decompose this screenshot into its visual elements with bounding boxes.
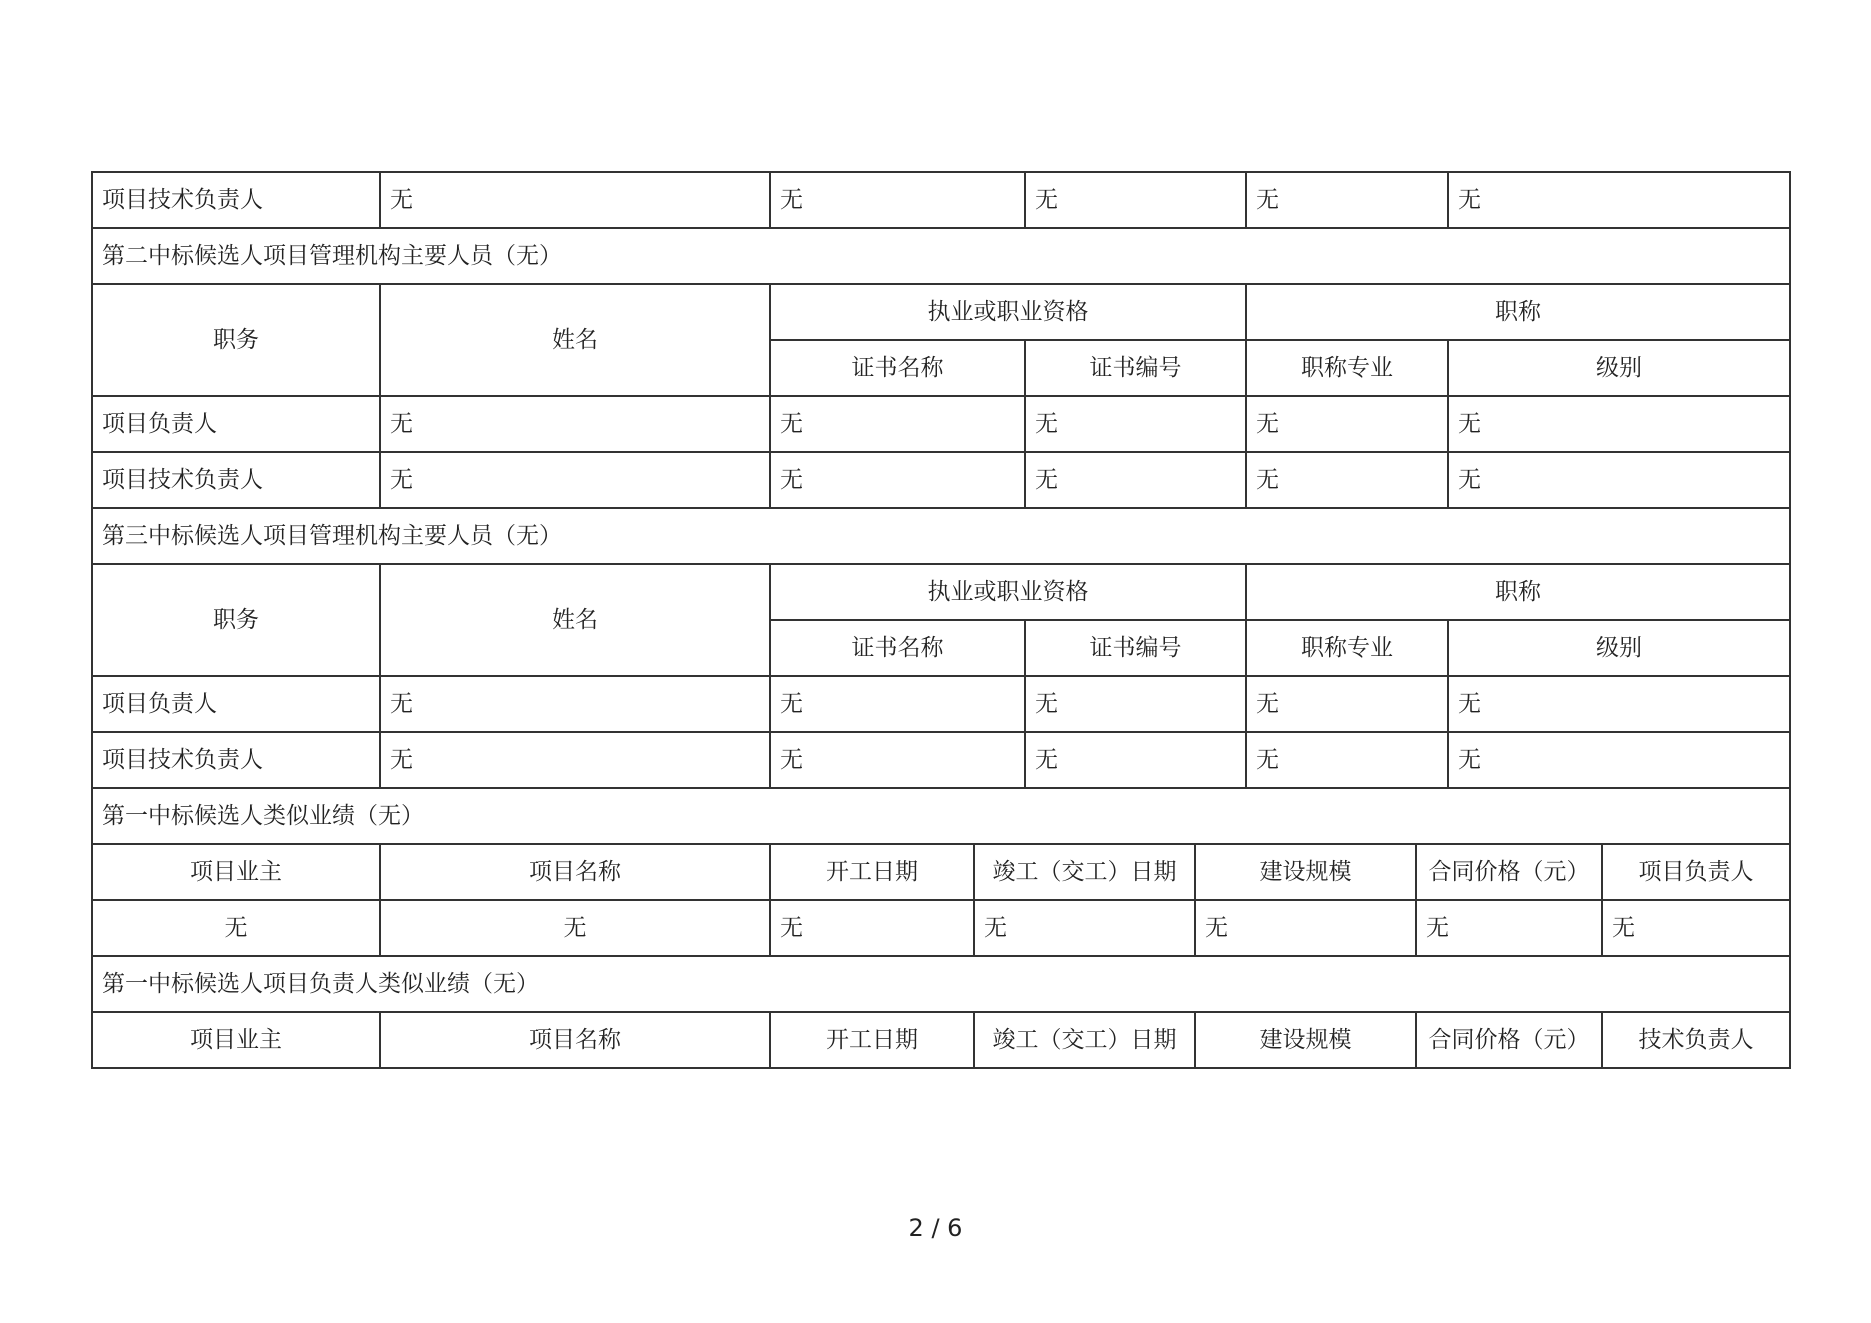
project-name-cell: 无 (380, 900, 770, 956)
level-cell: 无 (1448, 676, 1790, 732)
table-row (92, 452, 1790, 508)
owner-header: 项目业主 (92, 1012, 380, 1068)
role-cell: 项目技术负责人 (92, 452, 380, 508)
table-row (92, 732, 1790, 788)
bid-candidate-table (91, 171, 1791, 1069)
cert-no-cell: 无 (1025, 452, 1246, 508)
qualification-header: 执业或职业资格 (770, 284, 1246, 340)
specialty-cell: 无 (1246, 172, 1448, 228)
cert-name-cell: 无 (770, 676, 1025, 732)
cert-no-header: 证书编号 (1025, 340, 1246, 396)
section-title-row (92, 508, 1790, 564)
scale-cell: 无 (1195, 900, 1416, 956)
start-date-header: 开工日期 (770, 844, 974, 900)
level-cell: 无 (1448, 172, 1790, 228)
qualification-header: 执业或职业资格 (770, 564, 1246, 620)
header-row (92, 844, 1790, 900)
name-cell: 无 (380, 732, 770, 788)
title-group-header: 职称 (1246, 284, 1790, 340)
level-header: 级别 (1448, 340, 1790, 396)
project-lead-cell: 无 (1602, 900, 1790, 956)
table-row (92, 676, 1790, 732)
level-cell: 无 (1448, 732, 1790, 788)
contract-price-cell: 无 (1416, 900, 1602, 956)
header-row (92, 284, 1790, 340)
scale-header: 建设规模 (1195, 1012, 1416, 1068)
section-title-row (92, 956, 1790, 1012)
owner-cell: 无 (92, 900, 380, 956)
tech-lead-header: 技术负责人 (1602, 1012, 1790, 1068)
section-title: 第二中标候选人项目管理机构主要人员（无） (92, 228, 1790, 284)
specialty-header: 职称专业 (1246, 620, 1448, 676)
specialty-cell: 无 (1246, 452, 1448, 508)
cert-no-cell: 无 (1025, 676, 1246, 732)
header-row (92, 1012, 1790, 1068)
level-header: 级别 (1448, 620, 1790, 676)
section-title: 第三中标候选人项目管理机构主要人员（无） (92, 508, 1790, 564)
position-header: 职务 (92, 564, 380, 676)
level-cell: 无 (1448, 396, 1790, 452)
cert-name-cell: 无 (770, 452, 1025, 508)
specialty-cell: 无 (1246, 676, 1448, 732)
role-cell: 项目负责人 (92, 676, 380, 732)
cert-no-header: 证书编号 (1025, 620, 1246, 676)
owner-header: 项目业主 (92, 844, 380, 900)
completion-date-header: 竣工（交工）日期 (974, 844, 1195, 900)
position-header: 职务 (92, 284, 380, 396)
completion-date-header: 竣工（交工）日期 (974, 1012, 1195, 1068)
name-header: 姓名 (380, 564, 770, 676)
table-row (92, 900, 1790, 956)
completion-date-cell: 无 (974, 900, 1195, 956)
name-header: 姓名 (380, 284, 770, 396)
cert-name-header: 证书名称 (770, 340, 1025, 396)
start-date-cell: 无 (770, 900, 974, 956)
contract-price-header: 合同价格（元） (1416, 1012, 1602, 1068)
contract-price-header: 合同价格（元） (1416, 844, 1602, 900)
cert-no-cell: 无 (1025, 396, 1246, 452)
role-cell: 项目技术负责人 (92, 732, 380, 788)
scale-header: 建设规模 (1195, 844, 1416, 900)
section-title: 第一中标候选人类似业绩（无） (92, 788, 1790, 844)
title-group-header: 职称 (1246, 564, 1790, 620)
cert-no-cell: 无 (1025, 732, 1246, 788)
project-lead-header: 项目负责人 (1602, 844, 1790, 900)
cert-name-cell: 无 (770, 396, 1025, 452)
header-row (92, 564, 1790, 620)
document-page (91, 171, 1789, 1069)
cert-name-cell: 无 (770, 172, 1025, 228)
level-cell: 无 (1448, 452, 1790, 508)
name-cell: 无 (380, 172, 770, 228)
start-date-header: 开工日期 (770, 1012, 974, 1068)
role-cell: 项目技术负责人 (92, 172, 380, 228)
table-row (92, 172, 1790, 228)
section-title-row (92, 228, 1790, 284)
table-row (92, 396, 1790, 452)
section-title: 第一中标候选人项目负责人类似业绩（无） (92, 956, 1790, 1012)
name-cell: 无 (380, 676, 770, 732)
section-title-row (92, 788, 1790, 844)
cert-name-header: 证书名称 (770, 620, 1025, 676)
specialty-header: 职称专业 (1246, 340, 1448, 396)
project-name-header: 项目名称 (380, 1012, 770, 1068)
name-cell: 无 (380, 452, 770, 508)
role-cell: 项目负责人 (92, 396, 380, 452)
cert-name-cell: 无 (770, 732, 1025, 788)
project-name-header: 项目名称 (380, 844, 770, 900)
specialty-cell: 无 (1246, 732, 1448, 788)
cert-no-cell: 无 (1025, 172, 1246, 228)
page-indicator: 2 / 6 (908, 1214, 963, 1242)
name-cell: 无 (380, 396, 770, 452)
specialty-cell: 无 (1246, 396, 1448, 452)
